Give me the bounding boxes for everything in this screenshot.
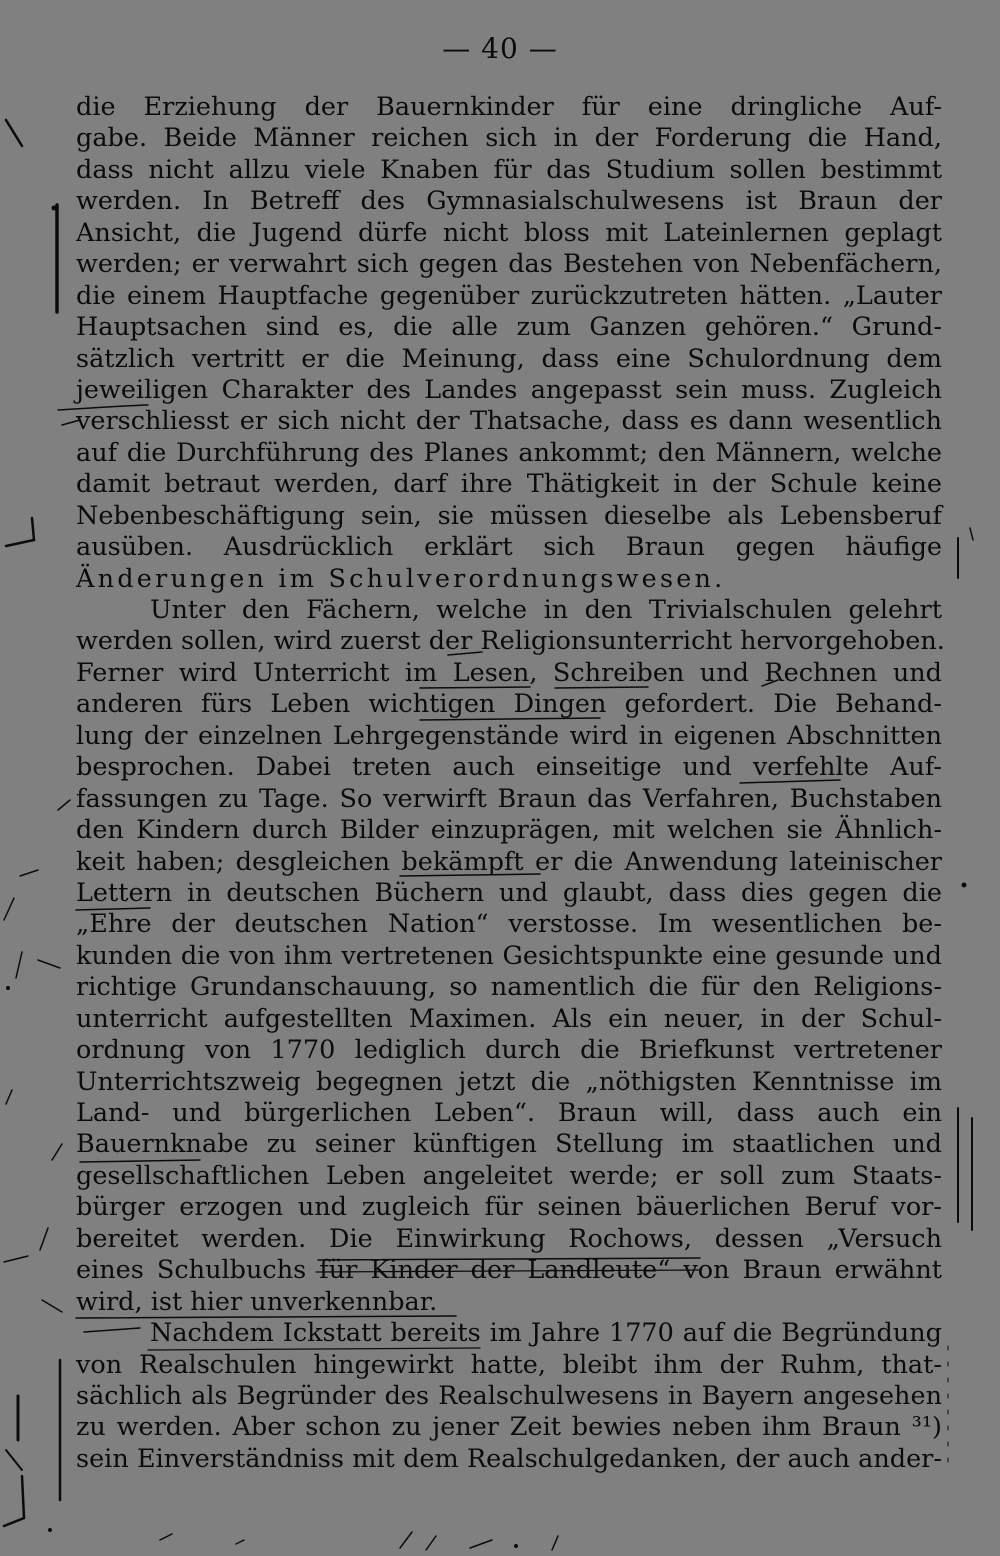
text-line: werden. In Betreff des Gymnasialschulwesens ist Braun der: [76, 186, 942, 217]
text-line: sein Einverständniss mit dem Realschulgedanken, der auch ander-: [76, 1443, 942, 1474]
text-line: Lettern in deutschen Büchern und glaubt, dass dies gegen die: [76, 877, 942, 908]
text-line: wird, ist hier unverkennbar.: [76, 1286, 438, 1317]
stray-mark: [160, 1534, 172, 1540]
text-line: Ferner wird Unterricht im Lesen, Schreiben und Rechnen und: [76, 657, 942, 688]
stray-dot: [6, 986, 10, 990]
text-line: damit betraut werden, darf ihre Thätigkeit in der Schule keine: [76, 469, 942, 500]
text-line: gabe. Beide Männer reichen sich in der Forderung die Hand,: [76, 123, 942, 154]
text-line: den Kindern durch Bilder einzuprägen, mit welchen sie Ähnlich-: [76, 815, 942, 846]
margin-hook-mark: [6, 518, 34, 546]
stray-dot: [52, 206, 57, 211]
margin-tick-mark: [6, 1090, 12, 1104]
stray-dot: [962, 883, 967, 888]
text-line: Hauptsachen sind es, die alle zum Ganzen gehören.“ Grund-: [76, 312, 942, 343]
text-line: bereitet werden. Die Einwirkung Rochows, dessen „Versuch: [76, 1223, 942, 1254]
margin-tick-mark: [970, 528, 973, 540]
text-line: keit haben; desgleichen bekämpft er die Anwendung lateinischer: [76, 846, 942, 877]
stray-dot: [48, 1528, 52, 1532]
body-text: [76, 92, 945, 1475]
text-line: jeweiligen Charakter des Landes angepasst sein muss. Zugleich: [76, 374, 942, 405]
text-line: bürger erzogen und zugleich für seinen bäuerlichen Beruf vor-: [76, 1192, 942, 1223]
stray-mark: [426, 1536, 436, 1550]
margin-tick-mark: [4, 898, 14, 920]
margin-tick-mark: [52, 1144, 62, 1160]
paragraph-start-line: Unter den Fächern, welche in den Trivialschulen gelehrt: [150, 595, 942, 625]
margin-tick-mark: [6, 1450, 22, 1470]
margin-tick-mark: [58, 800, 70, 810]
text-line: fassungen zu Tage. So verwirft Braun das Verfahren, Buchstaben: [76, 783, 942, 814]
text-line: sächlich als Begründer des Realschulwesens in Bayern angesehen: [76, 1380, 942, 1411]
text-line: Änderungen im Schulverordnungswesen.: [76, 563, 726, 594]
margin-tick-mark: [42, 1300, 62, 1312]
stray-mark: [552, 1536, 558, 1550]
text-line: ordnung von 1770 lediglich durch die Briefkunst vertretener: [76, 1035, 942, 1066]
text-line: anderen fürs Leben wichtigen Dingen gefordert. Die Behand-: [76, 689, 942, 720]
paragraph-start-line: Nachdem Ickstatt bereits im Jahre 1770 auf die Begründung: [150, 1318, 942, 1349]
stray-mark: [470, 1540, 492, 1548]
text-line: Ansicht, die Jugend dürfe nicht bloss mit Lateinlernen geplagt: [76, 217, 942, 248]
text-line: Nebenbeschäftigung sein, sie müssen dieselbe als Lebensberuf: [76, 500, 942, 531]
text-line: werden sollen, wird zuerst der Religionsunterricht hervorgehoben.: [76, 626, 945, 657]
margin-tick-mark: [16, 952, 22, 978]
text-line: dass nicht allzu viele Knaben für das Studium sollen bestimmt: [76, 154, 942, 185]
text-line: die einem Hauptfache gegenüber zurückzutreten hätten. „Lauter: [76, 280, 942, 311]
text-line: gesellschaftlichen Leben angeleitet werde; er soll zum Staats-: [76, 1160, 942, 1191]
text-line: richtige Grundanschauung, so namentlich die für den Religions-: [76, 972, 942, 1003]
stray-dot: [514, 1544, 518, 1548]
stray-mark: [236, 1540, 244, 1544]
text-line: auf die Durchführung des Planes ankommt; den Männern, welche: [76, 437, 942, 468]
page-number: — 40 —: [442, 32, 558, 65]
margin-tick-mark: [6, 120, 22, 146]
text-line: zu werden. Aber schon zu jener Zeit bewies neben ihm Braun ³¹): [76, 1412, 942, 1443]
margin-hook-mark: [4, 1476, 24, 1526]
text-line: von Realschulen hingewirkt hatte, bleibt ihm der Ruhm, that-: [76, 1349, 942, 1380]
margin-tick-mark: [38, 960, 60, 968]
text-line: Unterrichtszweig begegnen jetzt die „nöthigsten Kenntnisse im: [76, 1066, 942, 1097]
text-line: unterricht aufgestellten Maximen. Als ein neuer, in der Schul-: [76, 1003, 942, 1034]
margin-tick-mark: [40, 1228, 48, 1250]
stray-mark: [400, 1532, 412, 1548]
margin-tick-mark: [20, 870, 38, 876]
text-line: werden; er verwahrt sich gegen das Bestehen von Nebenfächern,: [76, 249, 942, 280]
text-line: lung der einzelnen Lehrgegenstände wird in eigenen Abschnitten: [76, 720, 942, 751]
text-line: Bauernknabe zu seiner künftigen Stellung im staatlichen und: [76, 1129, 942, 1160]
text-line: eines Schulbuchs für Kinder der Landleute“ von Braun erwähnt: [76, 1255, 942, 1286]
text-line: kunden die von ihm vertretenen Gesichtspunkte eine gesunde und: [76, 940, 942, 971]
text-line: verschliesst er sich nicht der Thatsache, dass es dann wesentlich: [76, 406, 942, 437]
text-line: Land- und bürgerlichen Leben“. Braun will, dass auch ein: [76, 1098, 942, 1128]
text-line: sätzlich vertritt er die Meinung, dass eine Schulordnung dem: [76, 343, 942, 374]
text-line: ausüben. Ausdrücklich erklärt sich Braun gegen häufige: [76, 532, 942, 563]
text-line: besprochen. Dabei treten auch einseitige und verfehlte Auf-: [76, 752, 942, 783]
text-line: die Erziehung der Bauernkinder für eine dringliche Auf-: [76, 92, 942, 122]
margin-tick-mark: [4, 1256, 28, 1262]
text-line: „Ehre der deutschen Nation“ verstosse. Im wesentlichen be-: [76, 909, 942, 940]
